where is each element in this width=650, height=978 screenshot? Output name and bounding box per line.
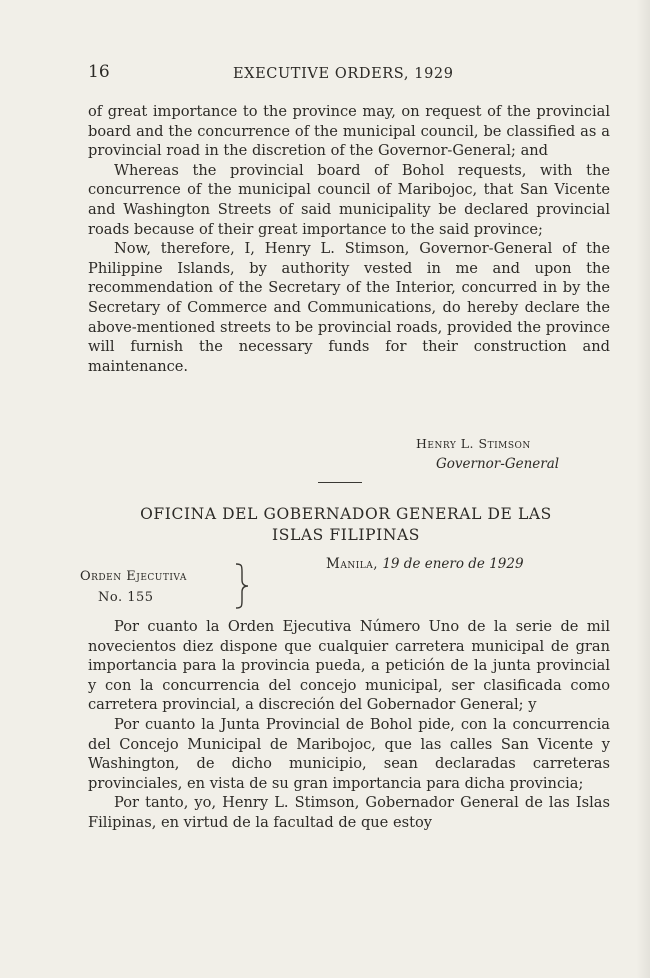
dateline-date: 19 de enero de 1929 — [382, 556, 524, 572]
heading-line: OFICINA DEL GOBERNADOR GENERAL DE LAS — [140, 505, 552, 523]
paragraph: Por cuanto la Junta Provincial de Bohol pide, con la concurrencia del Concejo Municipal de Maribojoc, que las calles San Vicente y Washington, de dicho municipio, sean declaradas carreteras provinciales, en vista de su gran importancia para dicha provincia; — [88, 715, 610, 792]
dateline-place: Manila, — [326, 556, 379, 572]
spanish-body — [88, 617, 610, 833]
section-heading — [96, 504, 596, 546]
signature-name: Henry L. Stimson — [416, 436, 531, 451]
curly-brace-icon — [233, 563, 253, 609]
paragraph: Por tanto, yo, Henry L. Stimson, Gobernador General de las Islas Filipinas, en virtud de la facultad de que estoy — [88, 794, 610, 831]
order-number: No. 155 — [98, 590, 154, 605]
dateline — [326, 556, 524, 572]
page-edge-shadow — [636, 0, 650, 978]
page-number: 16 — [88, 62, 110, 82]
heading-line: ISLAS FILIPINAS — [272, 526, 420, 544]
signature-title: Governor-General — [436, 456, 560, 472]
paragraph: Whereas the provincial board of Bohol requests, with the concurrence of the municipal council of Maribojoc, that San Vicente and Washington Streets of said municipality be declared provincial roads because of their great importance to the said province; — [88, 161, 610, 238]
paragraph: Por cuanto la Orden Ejecutiva Número Uno de la serie de mil novecientos diez dispone que cualquier carretera municipal de gran importancia para la provincia pueda, a petición de la junta provincial y con la concurrencia del concejo municipal, ser clasificada como carretera provincial, a discreción del Gobernador General; y — [88, 618, 610, 714]
running-title: EXECUTIVE ORDERS, 1929 — [233, 66, 454, 82]
paragraph: of great importance to the province may, on request of the provincial board and the concurrence of the municipal council, be classified as a provincial road in the discretion of the Governor-General; and — [88, 103, 610, 160]
order-title: Orden Ejecutiva — [80, 569, 187, 584]
english-body — [88, 102, 610, 376]
paragraph: Now, therefore, I, Henry L. Stimson, Governor-General of the Philippine Islands, by authority vested in me and upon the recommendation of the Secretary of the Interior, concurred in by the Secretary of Commerce and Communications, do hereby declare the above-mentioned streets to be provincial roads, provided the province will furnish the necessary funds for their construction and maintenance. — [88, 240, 610, 375]
order-label — [80, 566, 187, 608]
section-divider — [318, 482, 362, 483]
